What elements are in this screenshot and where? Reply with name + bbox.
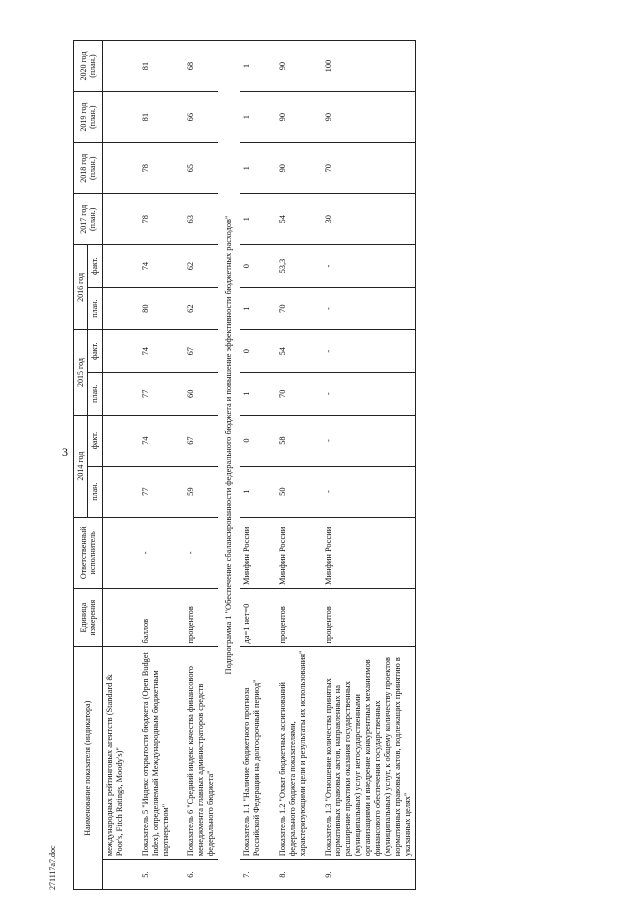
- plan-2015: -: [322, 372, 416, 415]
- plan-2014: 59: [184, 466, 218, 517]
- unit-cell: процентов: [184, 588, 218, 647]
- plan-2019: 90: [276, 92, 310, 143]
- plan-2019: 1: [240, 92, 264, 143]
- fact-2014: 67: [184, 415, 218, 466]
- header-fact: факт.: [88, 330, 102, 373]
- header-2015: 2015 год: [74, 330, 88, 415]
- fact-2014: 58: [276, 415, 310, 466]
- row-number: 7.: [240, 860, 264, 890]
- plan-2016: -: [322, 287, 416, 330]
- fact-2016: 53,3: [276, 245, 310, 288]
- fact-2014: 74: [139, 415, 173, 466]
- plan-2016: 80: [139, 287, 173, 330]
- plan-2017: 30: [322, 194, 416, 245]
- table-row: [276, 41, 310, 890]
- indicator-name: Показатель 5 "Индекс открытости бюджета (Open Budget Index), определяемый Международным бюджетным партнерством": [139, 647, 173, 860]
- header-plan: план.: [88, 287, 102, 330]
- executor-cell: Минфин России: [240, 517, 264, 588]
- unit-cell: да=1 нет=0: [240, 588, 264, 647]
- indicator-name: Показатель 1.2 "Охват бюджетных ассигнований федерального бюджета показателями, характеризующими цели и результаты их использования": [276, 647, 310, 860]
- plan-2017: 63: [184, 194, 218, 245]
- spacer-row: [127, 41, 139, 890]
- fact-2015: 67: [184, 330, 218, 373]
- plan-2017: 54: [276, 194, 310, 245]
- fact-2015: 54: [276, 330, 310, 373]
- header-indicator-name: Наименование показателя (индикатора): [74, 647, 103, 890]
- indicator-name: Показатель 6 "Средний индекс качества финансового менеджмента главных администраторов средств федерального бюджета": [184, 647, 218, 860]
- header-2019: 2019 год (план.): [74, 92, 103, 143]
- plan-2020: 1: [240, 41, 264, 92]
- plan-2014: 50: [276, 466, 310, 517]
- plan-2014: 77: [139, 466, 173, 517]
- fact-2015: 74: [139, 330, 173, 373]
- fact-2016: 74: [139, 245, 173, 288]
- fact-2016: -: [322, 245, 416, 288]
- indicator-name: Показатель 1.3 "Отношение количества принятых нормативных правовых актов, направленных на расширение практики оказания государственных (муниципальных) услуг негосударственными организациями и внедрение конкурентных механизмов финансового обеспечения государственных (муниципальных) услуг, к общему количеству проектов нормативных правовых актов, подлежащих принятию в указанных целях": [322, 647, 416, 860]
- plan-2020: 100: [322, 41, 416, 92]
- plan-2015: 60: [184, 372, 218, 415]
- header-executor: Ответственный исполнитель: [74, 517, 103, 588]
- fact-2015: 0: [240, 330, 264, 373]
- table-row: [139, 41, 173, 890]
- plan-2020: 68: [184, 41, 218, 92]
- plan-2018: 1: [240, 143, 264, 194]
- spacer-row: [310, 41, 322, 890]
- plan-2020: 90: [276, 41, 310, 92]
- continuation-text: международных рейтинговых агентств (Standard & Poor's, Fitch Ratings, Moody's)": [102, 647, 126, 860]
- plan-2019: 90: [322, 92, 416, 143]
- plan-2019: 81: [139, 92, 173, 143]
- header-fact: факт.: [88, 245, 102, 288]
- row-number: 6.: [184, 860, 218, 890]
- executor-cell: -: [139, 517, 173, 588]
- indicator-name: Показатель 1.1 "Наличие бюджетного прогноза Российской Федерации на долгосрочный период": [240, 647, 264, 860]
- fact-2015: -: [322, 330, 416, 373]
- unit-cell: процентов: [322, 588, 416, 647]
- unit-cell: баллов: [139, 588, 173, 647]
- plan-2014: -: [322, 466, 416, 517]
- plan-2020: 81: [139, 41, 173, 92]
- spacer-row: [172, 41, 184, 890]
- footer-filename: 271117a7.doc: [48, 845, 57, 890]
- header-2014: 2014 год: [74, 415, 88, 517]
- header-2016: 2016 год: [74, 245, 88, 330]
- fact-2016: 62: [184, 245, 218, 288]
- table-row: [184, 41, 218, 890]
- header-plan: план.: [88, 466, 102, 517]
- plan-2018: 70: [322, 143, 416, 194]
- plan-2014: 1: [240, 466, 264, 517]
- fact-2014: 0: [240, 415, 264, 466]
- rotated-page-content: [48, 40, 608, 890]
- plan-2016: 70: [276, 287, 310, 330]
- header-plan: план.: [88, 372, 102, 415]
- plan-2017: 78: [139, 194, 173, 245]
- subprogram-title: Подпрограмма 1 "Обеспечение сбалансированности федерального бюджета и повышение эффективности бюджетных расходов": [218, 41, 240, 890]
- plan-2015: 77: [139, 372, 173, 415]
- indicators-table: [73, 40, 416, 890]
- plan-2018: 65: [184, 143, 218, 194]
- executor-cell: Минфин России: [276, 517, 310, 588]
- header-unit: Единица измерения: [74, 588, 103, 647]
- unit-cell: процентов: [276, 588, 310, 647]
- plan-2016: 62: [184, 287, 218, 330]
- plan-2015: 1: [240, 372, 264, 415]
- subprogram-row: [218, 41, 240, 890]
- header-row-1: [74, 41, 88, 890]
- plan-2017: 1: [240, 194, 264, 245]
- plan-2015: 70: [276, 372, 310, 415]
- continuation-row: [102, 41, 126, 890]
- page-number: 3: [62, 445, 68, 459]
- row-number: 9.: [322, 860, 416, 890]
- plan-2018: 90: [276, 143, 310, 194]
- executor-cell: Минфин России: [322, 517, 416, 588]
- row-number: 8.: [276, 860, 310, 890]
- fact-2014: -: [322, 415, 416, 466]
- table-row: [322, 41, 416, 890]
- fact-2016: 0: [240, 245, 264, 288]
- plan-2016: 1: [240, 287, 264, 330]
- spacer-row: [264, 41, 276, 890]
- table-row: [240, 41, 264, 890]
- plan-2019: 66: [184, 92, 218, 143]
- executor-cell: -: [184, 517, 218, 588]
- header-2018: 2018 год (план.): [74, 143, 103, 194]
- row-number: 5.: [139, 860, 173, 890]
- header-2017: 2017 год (план.): [74, 194, 103, 245]
- header-2020: 2020 год (план.): [74, 41, 103, 92]
- plan-2018: 78: [139, 143, 173, 194]
- header-fact: факт.: [88, 415, 102, 466]
